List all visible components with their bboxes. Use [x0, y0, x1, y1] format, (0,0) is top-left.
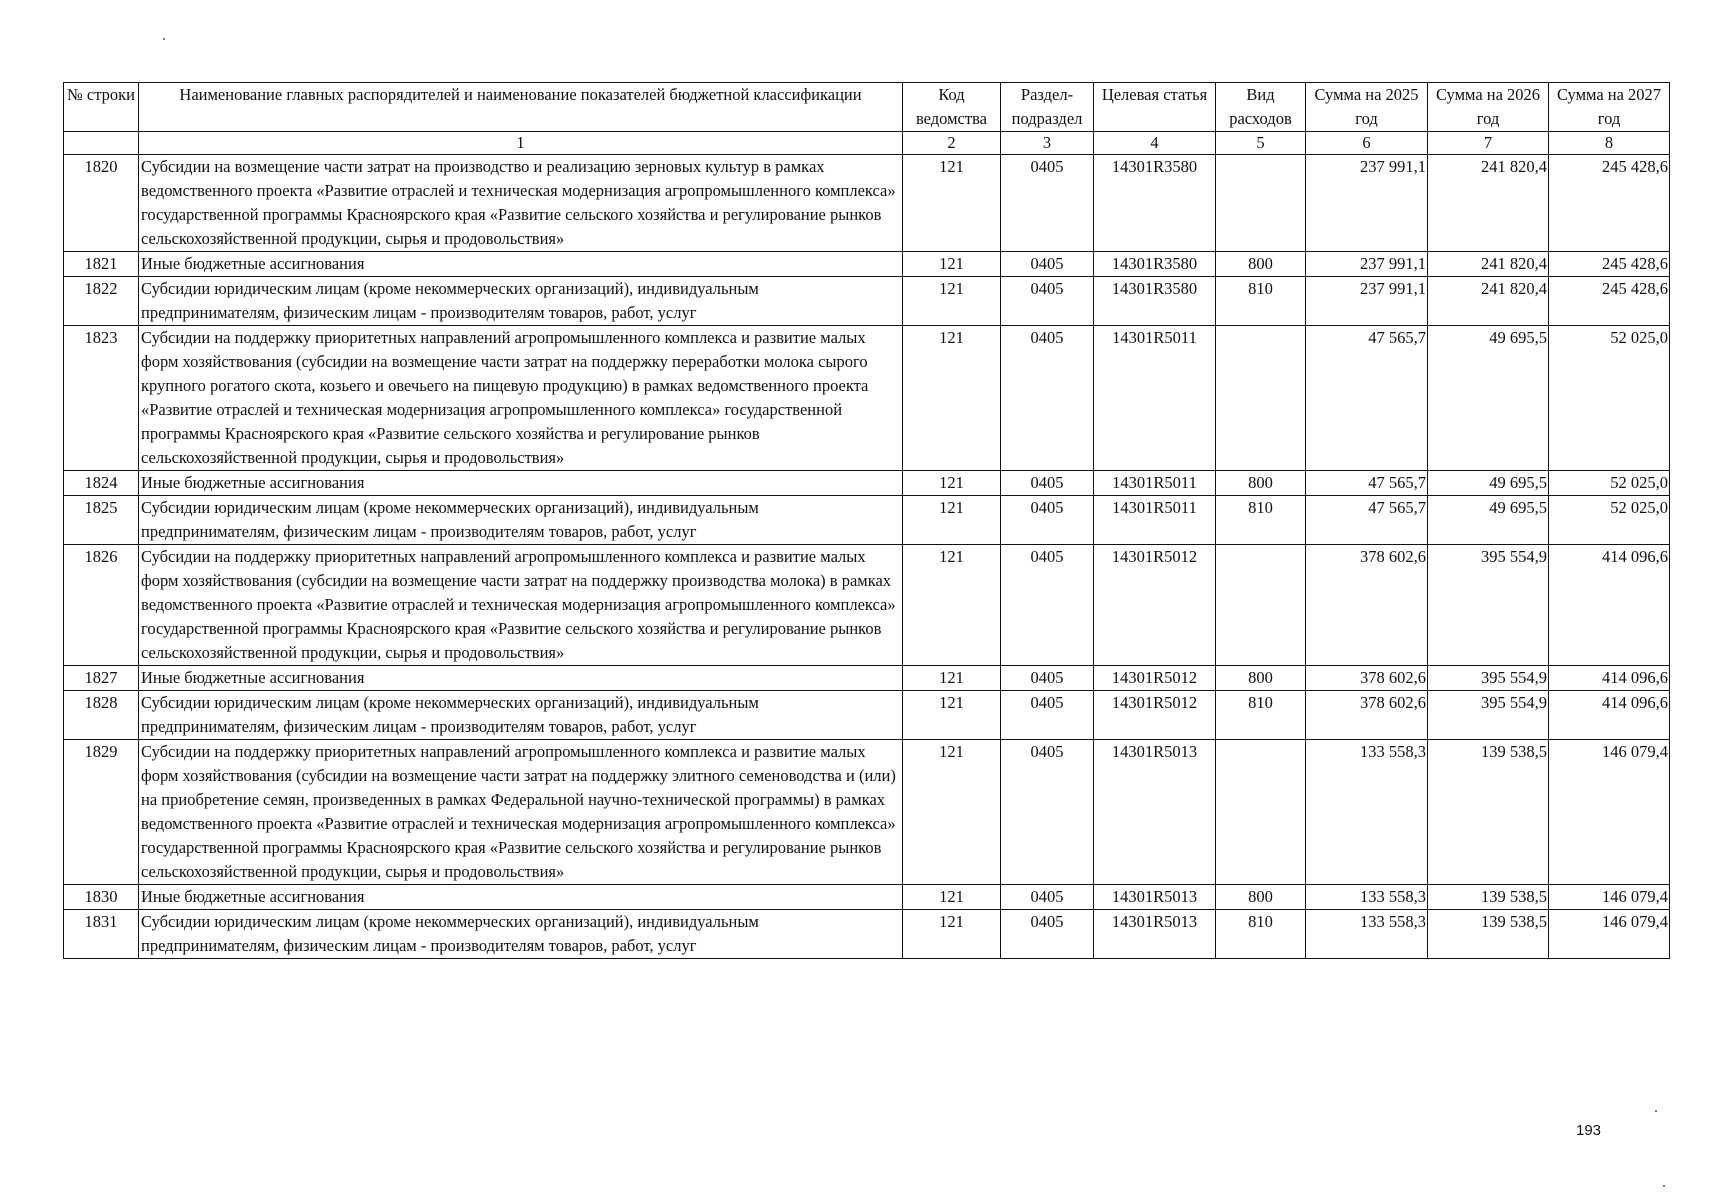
- row-section-code: 0405: [1001, 545, 1094, 666]
- table-row: [64, 545, 1670, 666]
- header-target: Целевая статья: [1094, 83, 1216, 132]
- row-sum-2026: 395 554,9: [1428, 691, 1549, 740]
- row-dept-code: 121: [903, 691, 1001, 740]
- row-number: 1827: [64, 666, 139, 691]
- row-expense-type: 810: [1216, 496, 1306, 545]
- row-section-code: 0405: [1001, 252, 1094, 277]
- row-dept-code: 121: [903, 666, 1001, 691]
- table-row: [64, 496, 1670, 545]
- row-section-code: 0405: [1001, 277, 1094, 326]
- column-number: 4: [1094, 132, 1216, 155]
- row-dept-code: 121: [903, 155, 1001, 252]
- table-row: [64, 277, 1670, 326]
- column-number: 6: [1306, 132, 1428, 155]
- row-sum-2025: 378 602,6: [1306, 545, 1428, 666]
- row-name: Субсидии на поддержку приоритетных направлений агропромышленного комплекса и развитие малых форм хозяйствования (субсидии на возмещение части затрат на поддержку производства молока) в рамках ведомственного проекта «Развитие отраслей и техническая модернизация агропромышленного комплекса» государственной программы Красноярского края «Развитие сельского хозяйства и регулирование рынков сельскохозяйственной продукции, сырья и продовольствия»: [139, 545, 903, 666]
- row-expense-type: 800: [1216, 252, 1306, 277]
- row-sum-2026: 139 538,5: [1428, 740, 1549, 885]
- header-row-no: № строки: [64, 83, 139, 132]
- row-number: 1825: [64, 496, 139, 545]
- row-section-code: 0405: [1001, 666, 1094, 691]
- row-sum-2026: 49 695,5: [1428, 471, 1549, 496]
- column-number-row: [64, 132, 1670, 155]
- column-number: 7: [1428, 132, 1549, 155]
- header-type: Вид расходов: [1216, 83, 1306, 132]
- table-row: [64, 252, 1670, 277]
- row-expense-type: [1216, 326, 1306, 471]
- row-dept-code: 121: [903, 252, 1001, 277]
- table-row: [64, 910, 1670, 959]
- row-target-code: 14301R5011: [1094, 471, 1216, 496]
- row-number: 1830: [64, 885, 139, 910]
- column-number: 2: [903, 132, 1001, 155]
- table-row: [64, 885, 1670, 910]
- row-target-code: 14301R5012: [1094, 666, 1216, 691]
- header-dept: Код ведомства: [903, 83, 1001, 132]
- row-sum-2027: 414 096,6: [1549, 666, 1670, 691]
- row-sum-2027: 245 428,6: [1549, 252, 1670, 277]
- row-number: 1824: [64, 471, 139, 496]
- row-sum-2025: 47 565,7: [1306, 471, 1428, 496]
- row-number: 1821: [64, 252, 139, 277]
- row-sum-2027: 146 079,4: [1549, 740, 1670, 885]
- row-target-code: 14301R5013: [1094, 885, 1216, 910]
- row-name: Иные бюджетные ассигнования: [139, 885, 903, 910]
- row-sum-2025: 47 565,7: [1306, 326, 1428, 471]
- row-dept-code: 121: [903, 277, 1001, 326]
- row-sum-2025: 378 602,6: [1306, 666, 1428, 691]
- column-number: 5: [1216, 132, 1306, 155]
- row-section-code: 0405: [1001, 740, 1094, 885]
- row-expense-type: 810: [1216, 277, 1306, 326]
- column-number: 1: [139, 132, 903, 155]
- row-expense-type: 800: [1216, 471, 1306, 496]
- row-sum-2025: 133 558,3: [1306, 885, 1428, 910]
- row-target-code: 14301R5013: [1094, 740, 1216, 885]
- row-target-code: 14301R5012: [1094, 691, 1216, 740]
- column-number: 3: [1001, 132, 1094, 155]
- row-expense-type: 810: [1216, 691, 1306, 740]
- row-sum-2027: 414 096,6: [1549, 691, 1670, 740]
- row-name: Иные бюджетные ассигнования: [139, 252, 903, 277]
- row-expense-type: [1216, 155, 1306, 252]
- row-dept-code: 121: [903, 545, 1001, 666]
- row-expense-type: 800: [1216, 666, 1306, 691]
- row-sum-2027: 52 025,0: [1549, 326, 1670, 471]
- row-number: 1826: [64, 545, 139, 666]
- row-name: Иные бюджетные ассигнования: [139, 666, 903, 691]
- header-2026: Сумма на 2026 год: [1428, 83, 1549, 132]
- row-section-code: 0405: [1001, 691, 1094, 740]
- budget-table-sheet: [63, 82, 1669, 959]
- row-sum-2026: 139 538,5: [1428, 910, 1549, 959]
- row-name: Субсидии юридическим лицам (кроме некоммерческих организаций), индивидуальным предпринимателям, физическим лицам - производителям товаров, работ, услуг: [139, 496, 903, 545]
- row-dept-code: 121: [903, 885, 1001, 910]
- row-expense-type: [1216, 545, 1306, 666]
- row-name: Субсидии на возмещение части затрат на производство и реализацию зерновых культур в рамках ведомственного проекта «Развитие отраслей и техническая модернизация агропромышленного комплекса» государственной программы Красноярского края «Развитие сельского хозяйства и регулирование рынков сельскохозяйственной продукции, сырья и продовольствия»: [139, 155, 903, 252]
- row-target-code: 14301R5013: [1094, 910, 1216, 959]
- row-dept-code: 121: [903, 326, 1001, 471]
- row-target-code: 14301R3580: [1094, 277, 1216, 326]
- row-name: Субсидии юридическим лицам (кроме некоммерческих организаций), индивидуальным предпринимателям, физическим лицам - производителям товаров, работ, услуг: [139, 910, 903, 959]
- row-section-code: 0405: [1001, 496, 1094, 545]
- row-number: 1822: [64, 277, 139, 326]
- row-name: Иные бюджетные ассигнования: [139, 471, 903, 496]
- budget-table: [63, 82, 1670, 959]
- row-sum-2027: 245 428,6: [1549, 277, 1670, 326]
- header-2025: Сумма на 2025 год: [1306, 83, 1428, 132]
- header-name: Наименование главных распорядителей и наименование показателей бюджетной классификации: [139, 83, 903, 132]
- row-sum-2026: 395 554,9: [1428, 666, 1549, 691]
- row-name: Субсидии юридическим лицам (кроме некоммерческих организаций), индивидуальным предпринимателям, физическим лицам - производителям товаров, работ, услуг: [139, 691, 903, 740]
- table-row: [64, 471, 1670, 496]
- row-number: 1831: [64, 910, 139, 959]
- row-number: 1823: [64, 326, 139, 471]
- row-section-code: 0405: [1001, 471, 1094, 496]
- row-sum-2026: 241 820,4: [1428, 155, 1549, 252]
- row-target-code: 14301R3580: [1094, 155, 1216, 252]
- row-number: 1820: [64, 155, 139, 252]
- row-expense-type: 810: [1216, 910, 1306, 959]
- header-section: Раздел-подраздел: [1001, 83, 1094, 132]
- row-sum-2026: 395 554,9: [1428, 545, 1549, 666]
- row-sum-2026: 49 695,5: [1428, 326, 1549, 471]
- row-sum-2027: 146 079,4: [1549, 885, 1670, 910]
- row-dept-code: 121: [903, 740, 1001, 885]
- row-sum-2025: 237 991,1: [1306, 252, 1428, 277]
- row-sum-2027: 52 025,0: [1549, 496, 1670, 545]
- row-sum-2027: 414 096,6: [1549, 545, 1670, 666]
- row-dept-code: 121: [903, 910, 1001, 959]
- row-target-code: 14301R5012: [1094, 545, 1216, 666]
- column-number: [64, 132, 139, 155]
- row-target-code: 14301R5011: [1094, 326, 1216, 471]
- row-sum-2025: 133 558,3: [1306, 740, 1428, 885]
- row-sum-2026: 241 820,4: [1428, 277, 1549, 326]
- row-sum-2025: 378 602,6: [1306, 691, 1428, 740]
- row-expense-type: 800: [1216, 885, 1306, 910]
- table-row: [64, 155, 1670, 252]
- header-2027: Сумма на 2027 год: [1549, 83, 1670, 132]
- row-name: Субсидии юридическим лицам (кроме некоммерческих организаций), индивидуальным предпринимателям, физическим лицам - производителям товаров, работ, услуг: [139, 277, 903, 326]
- row-sum-2025: 133 558,3: [1306, 910, 1428, 959]
- row-section-code: 0405: [1001, 155, 1094, 252]
- row-sum-2026: 241 820,4: [1428, 252, 1549, 277]
- table-row: [64, 326, 1670, 471]
- table-row: [64, 666, 1670, 691]
- row-section-code: 0405: [1001, 910, 1094, 959]
- row-name: Субсидии на поддержку приоритетных направлений агропромышленного комплекса и развитие малых форм хозяйствования (субсидии на возмещение части затрат на поддержку переработки молока сырого крупного рогатого скота, козьего и овечьего на пищевую продукцию) в рамках ведомственного проекта «Развитие отраслей и техническая модернизация агропромышленного комплекса» государственной программы Красноярского края «Развитие сельского хозяйства и регулирование рынков сельскохозяйственной продукции, сырья и продовольствия»: [139, 326, 903, 471]
- table-row: [64, 691, 1670, 740]
- row-sum-2026: 139 538,5: [1428, 885, 1549, 910]
- row-number: 1829: [64, 740, 139, 885]
- row-sum-2025: 47 565,7: [1306, 496, 1428, 545]
- column-number: 8: [1549, 132, 1670, 155]
- row-sum-2025: 237 991,1: [1306, 277, 1428, 326]
- row-target-code: 14301R5011: [1094, 496, 1216, 545]
- row-sum-2027: 146 079,4: [1549, 910, 1670, 959]
- row-section-code: 0405: [1001, 326, 1094, 471]
- row-sum-2027: 52 025,0: [1549, 471, 1670, 496]
- row-dept-code: 121: [903, 496, 1001, 545]
- row-sum-2027: 245 428,6: [1549, 155, 1670, 252]
- row-target-code: 14301R3580: [1094, 252, 1216, 277]
- table-header-row: [64, 83, 1670, 132]
- page-number: 193: [1576, 1122, 1602, 1139]
- row-expense-type: [1216, 740, 1306, 885]
- row-section-code: 0405: [1001, 885, 1094, 910]
- row-dept-code: 121: [903, 471, 1001, 496]
- row-name: Субсидии на поддержку приоритетных направлений агропромышленного комплекса и развитие малых форм хозяйствования (субсидии на возмещение части затрат на поддержку элитного семеноводства и (или) на приобретение семян, произведенных в рамках Федеральной научно-технической программы) в рамках ведомственного проекта «Развитие отраслей и техническая модернизация агропромышленного комплекса» государственной программы Красноярского края «Развитие сельского хозяйства и регулирование рынков сельскохозяйственной продукции, сырья и продовольствия»: [139, 740, 903, 885]
- row-sum-2025: 237 991,1: [1306, 155, 1428, 252]
- row-number: 1828: [64, 691, 139, 740]
- table-row: [64, 740, 1670, 885]
- row-sum-2026: 49 695,5: [1428, 496, 1549, 545]
